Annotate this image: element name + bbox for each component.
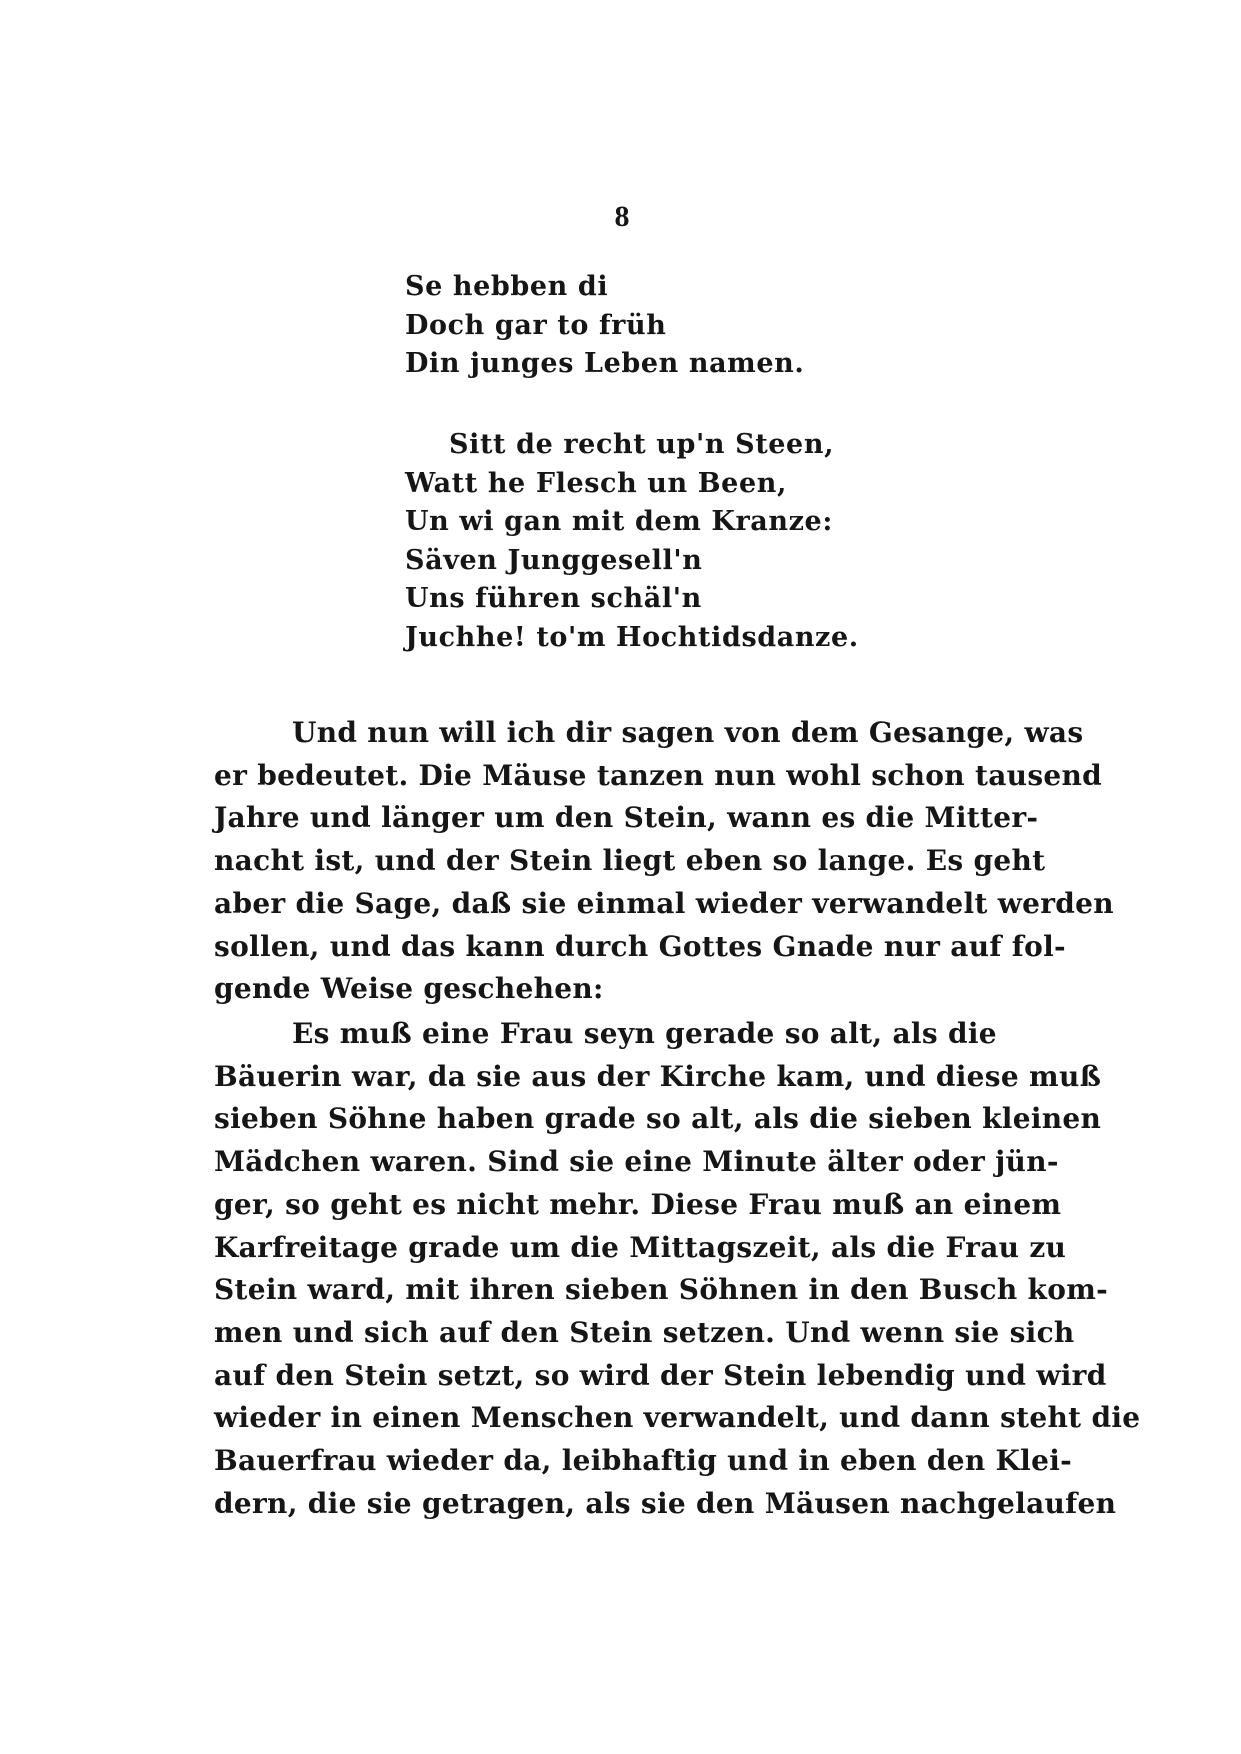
verse-line: Säven Junggesell'n [405,544,703,576]
verse-line: Watt he Flesch un Been, [405,467,787,499]
text-line: Bäuerin war, da sie aus der Kirche kam, und diese muß [214,1059,1102,1093]
text-line: men und sich auf den Stein setzen. Und wenn sie sich [214,1315,1075,1349]
text-line: Bauerfrau wieder da, leibhaftig und in eben den Klei- [214,1444,1073,1478]
verse-stanza-2 [405,426,859,657]
text-line: aber die Sage, daß sie einmal wieder verwandelt werden [214,886,1114,920]
prose-paragraph-2 [214,1013,1141,1525]
text-line: Jahre und länger um den Stein, wann es die Mitter- [214,801,1039,835]
text-line: wieder in einen Menschen verwandelt, und dann steht die [214,1401,1141,1435]
verse-line: Sitt de recht up'n Steen, [449,429,835,460]
verse-line: Doch gar to früh [405,309,667,341]
text-line: auf den Stein setzt, so wird der Stein lebendig und wird [214,1358,1107,1392]
text-line: sollen, und das kann durch Gottes Gnade nur auf fol- [214,929,1066,963]
text-line: Mädchen waren. Sind sie eine Minute älter oder jün- [214,1145,1059,1179]
verse-line: Uns führen schäl'n [405,583,702,614]
text-line: Stein ward, mit ihren sieben Söhnen in den Busch kom- [214,1273,1109,1307]
verse-line: Un wi gan mit dem Kranze: [405,506,833,537]
text-line: gende Weise geschehen: [214,972,604,1006]
verse-line: Se hebben di [405,271,609,302]
text-line: er bedeutet. Die Mäuse tanzen nun wohl schon tausend [214,758,1103,792]
text-line: ger, so geht es nicht mehr. Diese Frau muß an einem [214,1187,1062,1221]
verse-line: Juchhe! to'm Hochtidsdanze. [405,621,859,653]
text-line: Karfreitage grade um die Mittagszeit, als die Frau zu [214,1230,1067,1264]
text-line: sieben Söhne haben grade so alt, als die sieben kleinen [214,1102,1102,1136]
page-number: 8 [614,200,630,233]
text-line: nacht ist, und der Stein liegt eben so lange. Es geht [214,844,1046,878]
prose-paragraph-1 [214,712,1114,1011]
text-line: Es muß eine Frau seyn gerade so alt, als die [292,1017,997,1050]
text-line: dern, die sie getragen, als sie den Mäusen nachgelaufen [214,1486,1117,1520]
verse-stanza-1 [405,268,804,384]
text-line: Und nun will ich dir sagen von dem Gesange, was [292,716,1084,749]
verse-line: Din junges Leben namen. [405,348,805,379]
